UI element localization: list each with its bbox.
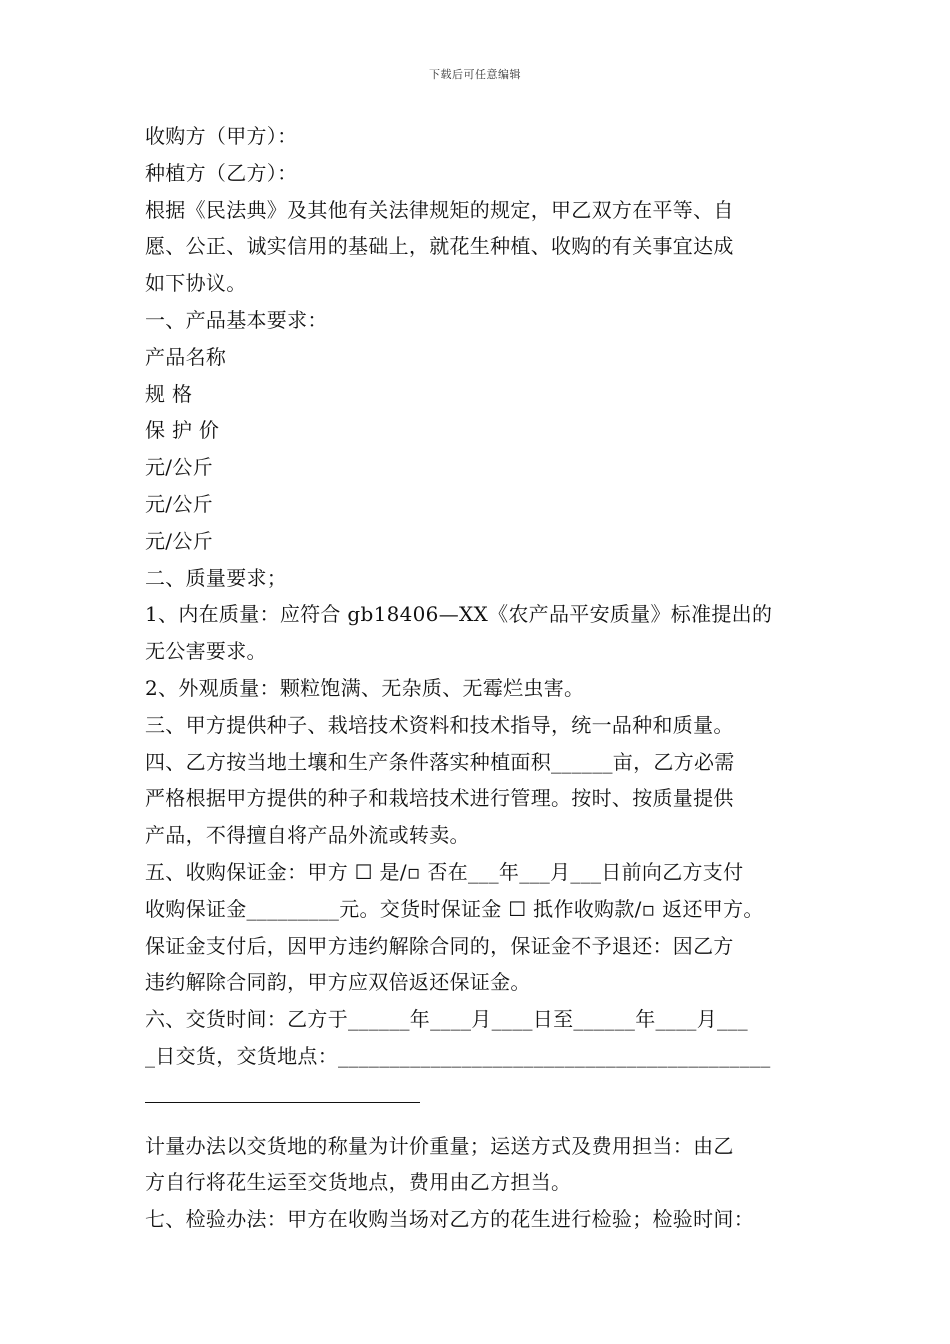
section-3-line: 三、甲方提供种子、栽培技术资料和技术指导，统一品种和质量。 bbox=[145, 712, 734, 737]
price-unit-3: 元/公斤 bbox=[145, 528, 213, 553]
quality-intrinsic-line-2: 无公害要求。 bbox=[145, 639, 267, 664]
quality-intrinsic-line-1: 1、内在质量：应符合 gb18406—XX《农产品平安质量》标准提出的 bbox=[145, 602, 773, 627]
price-unit-2: 元/公斤 bbox=[145, 491, 213, 516]
section-5-line-1: 五、收购保证金：甲方 ☐ 是/▫ 否在___年___月___日前向乙方支付 bbox=[145, 859, 744, 884]
section-6-line-1: 六、交货时间：乙方于______年____月____日至______年____月___ bbox=[145, 1007, 748, 1032]
measurement-line-2: 方自行将花生运至交货地点，费用由乙方担当。 bbox=[145, 1170, 572, 1195]
preamble-line-3: 如下协议。 bbox=[145, 271, 247, 296]
paragraph-gap bbox=[145, 1112, 825, 1128]
grower-line: 种植方（乙方）： bbox=[145, 160, 298, 185]
page-header-note: 下载后可任意编辑 bbox=[429, 68, 521, 81]
section-4-line-1: 四、乙方按当地土壤和生产条件落实种植面积______亩，乙方必需 bbox=[145, 749, 735, 774]
section-4-line-3: 产品，不得擅自将产品外流或转卖。 bbox=[145, 823, 470, 848]
product-name-label: 产品名称 bbox=[145, 344, 227, 369]
section-5-line-4: 违约解除合同韵，甲方应双倍返还保证金。 bbox=[145, 970, 531, 995]
protection-price-label: 保 护 价 bbox=[145, 418, 220, 443]
section-6-line-2: _日交货，交货地点：__________________________________________ bbox=[145, 1043, 771, 1068]
section-7-line: 七、检验办法：甲方在收购当场对乙方的花生进行检验；检验时间： bbox=[145, 1207, 754, 1232]
price-unit-1: 元/公斤 bbox=[145, 455, 213, 480]
buyer-line: 收购方（甲方）： bbox=[145, 124, 298, 148]
preamble-line-2: 愿、公正、诚实信用的基础上，就花生种植、收购的有关事宜达成 bbox=[145, 234, 734, 259]
section-4-line-2: 严格根据甲方提供的种子和栽培技术进行管理。按时、按质量提供 bbox=[145, 786, 734, 811]
delivery-location-blank bbox=[145, 1075, 825, 1112]
section-2-heading: 二、质量要求； bbox=[145, 565, 288, 590]
section-5-line-3: 保证金支付后，因甲方违约解除合同的，保证金不予退还：因乙方 bbox=[145, 933, 734, 958]
blank-underline bbox=[145, 1102, 420, 1103]
spec-label: 规 格 bbox=[145, 381, 193, 406]
section-5-line-2: 收购保证金_________元。交货时保证金 ☐ 抵作收购款/▫ 返还甲方。 bbox=[145, 896, 764, 921]
measurement-line-1: 计量办法以交货地的称量为计价重量；运送方式及费用担当：由乙 bbox=[145, 1133, 734, 1158]
section-1-heading: 一、产品基本要求： bbox=[145, 307, 328, 332]
preamble-line-1: 根据《民法典》及其他有关法律规矩的规定，甲乙双方在平等、自 bbox=[145, 197, 734, 222]
quality-appearance-line: 2、外观质量：颗粒饱满、无杂质、无霉烂虫害。 bbox=[145, 675, 585, 700]
document-body bbox=[145, 118, 825, 1238]
